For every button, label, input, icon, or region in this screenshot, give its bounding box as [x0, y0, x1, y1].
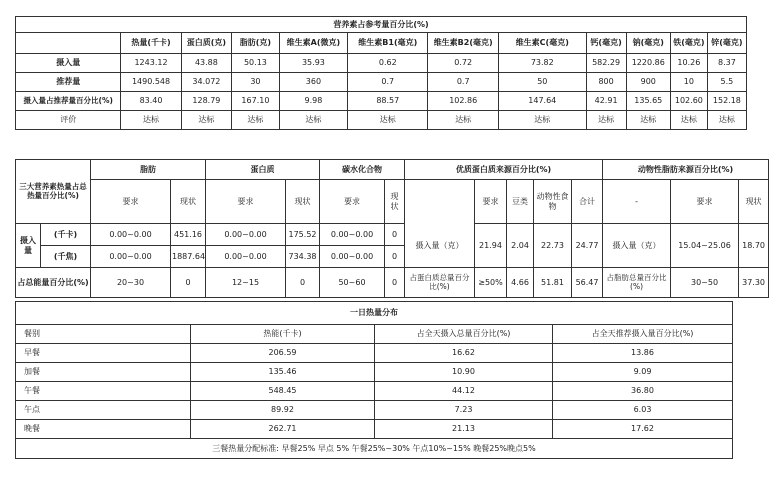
nutrient-table-title: 营养素占参考量百分比(%)	[16, 17, 747, 33]
table-cell: 175.52	[286, 224, 320, 246]
table-cell: 147.64	[499, 92, 587, 111]
sub-header: 要求	[320, 180, 385, 224]
table-cell: 167.10	[232, 92, 279, 111]
nutrient-percentage-table	[15, 16, 747, 130]
row-label: 评价	[16, 111, 121, 130]
table-cell: 0	[385, 224, 405, 246]
table-cell: 73.82	[499, 54, 587, 73]
table-row	[16, 224, 769, 246]
table-cell: 6.03	[553, 401, 733, 420]
evaluation-cell: 达标	[181, 111, 232, 130]
sub-header: 动物性食物	[534, 180, 572, 224]
meal-table-title: 一日热量分布	[16, 302, 733, 325]
empty-header-cell	[16, 33, 121, 54]
sub-header: 现状	[286, 180, 320, 224]
table-cell: 44.12	[375, 382, 553, 401]
quality-protein-group-header: 优质蛋白质来源百分比(%)	[405, 160, 603, 180]
table-cell: 206.59	[191, 344, 375, 363]
evaluation-cell: 达标	[279, 111, 348, 130]
table-cell: 0.00~0.00	[206, 224, 286, 246]
table-cell: 35.93	[279, 54, 348, 73]
table-cell: 900	[626, 73, 670, 92]
table-cell: 102.86	[428, 92, 499, 111]
row-label: 摄入量占推荐量百分比(%)	[16, 92, 121, 111]
table-cell: 800	[586, 73, 626, 92]
table-cell: 10	[670, 73, 707, 92]
sub-header: 要求	[91, 180, 171, 224]
table-row	[16, 73, 747, 92]
table-cell: 30~50	[671, 268, 739, 298]
table-cell: 37.30	[739, 268, 769, 298]
table-cell: 12~15	[206, 268, 286, 298]
table-cell: 10.26	[670, 54, 707, 73]
meal-name: 晚餐	[16, 420, 191, 439]
table-cell: 21.94	[475, 224, 507, 268]
evaluation-cell: 达标	[121, 111, 181, 130]
sub-header: 要求	[206, 180, 286, 224]
table-cell: 152.18	[707, 92, 746, 111]
table-cell: 360	[279, 73, 348, 92]
table-cell: 128.79	[181, 92, 232, 111]
table-cell: 20~30	[91, 268, 171, 298]
sub-header: 现状	[171, 180, 206, 224]
table-cell: 83.40	[121, 92, 181, 111]
evaluation-cell: 达标	[586, 111, 626, 130]
column-header: 餐别	[16, 325, 191, 344]
table-cell: 50	[499, 73, 587, 92]
table-cell: 0	[385, 268, 405, 298]
meal-name: 午点	[16, 401, 191, 420]
table-cell: 102.60	[670, 92, 707, 111]
daily-energy-distribution-table	[15, 301, 733, 459]
table-cell: 0.00~0.00	[206, 246, 286, 268]
carb-group-header: 碳水化合物	[320, 160, 405, 180]
animal-fat-percent-label: 占脂肪总量百分比(%)	[603, 268, 671, 298]
table-cell: ≥50%	[475, 268, 507, 298]
quality-protein-percent-label: 占蛋白质总量百分比(%)	[405, 268, 475, 298]
evaluation-cell: 达标	[707, 111, 746, 130]
column-header: 维生素C(毫克)	[499, 33, 587, 54]
table-cell: 9.09	[553, 363, 733, 382]
protein-group-header: 蛋白质	[206, 160, 320, 180]
table-row	[16, 382, 733, 401]
table-cell: 2.04	[507, 224, 534, 268]
table-row	[16, 344, 733, 363]
table-cell: 51.81	[534, 268, 572, 298]
table-row	[16, 111, 747, 130]
table-row	[16, 420, 733, 439]
meal-header-row	[16, 325, 733, 344]
table-cell: 9.98	[279, 92, 348, 111]
table-cell: 15.04~25.06	[671, 224, 739, 268]
table-cell: 0.62	[348, 54, 428, 73]
evaluation-cell: 达标	[348, 111, 428, 130]
column-header: 热能(千卡)	[191, 325, 375, 344]
table-cell: 0.7	[348, 73, 428, 92]
table-cell: 135.46	[191, 363, 375, 382]
column-header: 钙(毫克)	[586, 33, 626, 54]
fat-group-header: 脂肪	[91, 160, 206, 180]
meal-name: 加餐	[16, 363, 191, 382]
group-header-row	[16, 160, 769, 180]
table-cell: 0.7	[428, 73, 499, 92]
table-row	[16, 268, 769, 298]
row-label: 推荐量	[16, 73, 121, 92]
table-cell: 30	[232, 73, 279, 92]
table-cell: 50~60	[320, 268, 385, 298]
table-cell: 0	[171, 268, 206, 298]
column-header: 铁(毫克)	[670, 33, 707, 54]
evaluation-cell: 达标	[626, 111, 670, 130]
table-cell: 0	[286, 268, 320, 298]
sub-header: 现 状	[385, 180, 405, 224]
meal-name: 早餐	[16, 344, 191, 363]
unit-label: (千卡)	[41, 224, 91, 246]
sub-header: 豆类	[507, 180, 534, 224]
evaluation-cell: 达标	[428, 111, 499, 130]
table-cell: 89.92	[191, 401, 375, 420]
table-cell: 10.90	[375, 363, 553, 382]
percent-label: 占总能量百分比(%)	[16, 268, 91, 298]
table-cell: 262.71	[191, 420, 375, 439]
table-cell: 13.86	[553, 344, 733, 363]
table-cell: 1887.64	[171, 246, 206, 268]
table-row	[16, 363, 733, 382]
table-row	[16, 401, 733, 420]
table-cell: 1220.86	[626, 54, 670, 73]
table-cell: 50.13	[232, 54, 279, 73]
table-cell: 21.13	[375, 420, 553, 439]
table-cell: 582.29	[586, 54, 626, 73]
column-header: 维生素A(微克)	[279, 33, 348, 54]
table-cell: 36.80	[553, 382, 733, 401]
table-cell: 451.16	[171, 224, 206, 246]
table-cell: 18.70	[739, 224, 769, 268]
unit-label: (千焦)	[41, 246, 91, 268]
table-cell: 16.62	[375, 344, 553, 363]
evaluation-cell: 达标	[499, 111, 587, 130]
table-row	[16, 54, 747, 73]
column-header: 占全天推荐摄入量百分比(%)	[553, 325, 733, 344]
table-cell: 734.38	[286, 246, 320, 268]
table-cell: 56.47	[572, 268, 603, 298]
table-cell: 17.62	[553, 420, 733, 439]
empty-cell	[405, 180, 475, 224]
evaluation-cell: 达标	[670, 111, 707, 130]
column-header: 维生素B2(毫克)	[428, 33, 499, 54]
table-cell: 0.00~0.00	[91, 246, 171, 268]
column-header: 锌(毫克)	[707, 33, 746, 54]
sub-header: 现状	[739, 180, 769, 224]
table-row	[16, 92, 747, 111]
table-cell: 0.00~0.00	[320, 224, 385, 246]
sub-header: 要求	[671, 180, 739, 224]
table-cell: 135.65	[626, 92, 670, 111]
table-cell: 42.91	[586, 92, 626, 111]
intake-label: 摄入量	[16, 224, 41, 268]
table-cell: 43.88	[181, 54, 232, 73]
animal-fat-group-header: 动物性脂肪来源百分比(%)	[603, 160, 769, 180]
table-cell: 24.77	[572, 224, 603, 268]
table-cell: 0	[385, 246, 405, 268]
table-cell: 8.37	[707, 54, 746, 73]
evaluation-cell: 达标	[232, 111, 279, 130]
table-cell: 7.23	[375, 401, 553, 420]
sub-header: 要求	[475, 180, 507, 224]
table-cell: 0.72	[428, 54, 499, 73]
sub-header: 合计	[572, 180, 603, 224]
macro-corner-label: 三大营养素热量占总热量百分比(%)	[16, 160, 91, 224]
table-cell: 5.5	[707, 73, 746, 92]
quality-protein-intake-label: 摄入量（克）	[405, 224, 475, 268]
meal-name: 午餐	[16, 382, 191, 401]
table-cell: 548.45	[191, 382, 375, 401]
table-cell: 22.73	[534, 224, 572, 268]
table-cell: 4.66	[507, 268, 534, 298]
macronutrient-table	[15, 159, 769, 298]
column-header: 钠(毫克)	[626, 33, 670, 54]
nutrient-header-row	[16, 33, 747, 54]
column-header: 占全天摄入总量百分比(%)	[375, 325, 553, 344]
table-cell: 1490.548	[121, 73, 181, 92]
table-cell: 88.57	[348, 92, 428, 111]
meal-distribution-note: 三餐热量分配标准: 早餐25% 早点 5% 午餐25%~30% 午点10%~15% 晚餐25%晚点5%	[16, 439, 733, 459]
column-header: 维生素B1(毫克)	[348, 33, 428, 54]
animal-fat-intake-label: 摄入量（克）	[603, 224, 671, 268]
sub-header: -	[603, 180, 671, 224]
table-cell: 0.00~0.00	[91, 224, 171, 246]
table-cell: 34.072	[181, 73, 232, 92]
column-header: 蛋白质(克)	[181, 33, 232, 54]
column-header: 热量(千卡)	[121, 33, 181, 54]
table-cell: 1243.12	[121, 54, 181, 73]
table-cell: 0.00~0.00	[320, 246, 385, 268]
row-label: 摄入量	[16, 54, 121, 73]
sub-header-row	[16, 180, 769, 224]
column-header: 脂肪(克)	[232, 33, 279, 54]
